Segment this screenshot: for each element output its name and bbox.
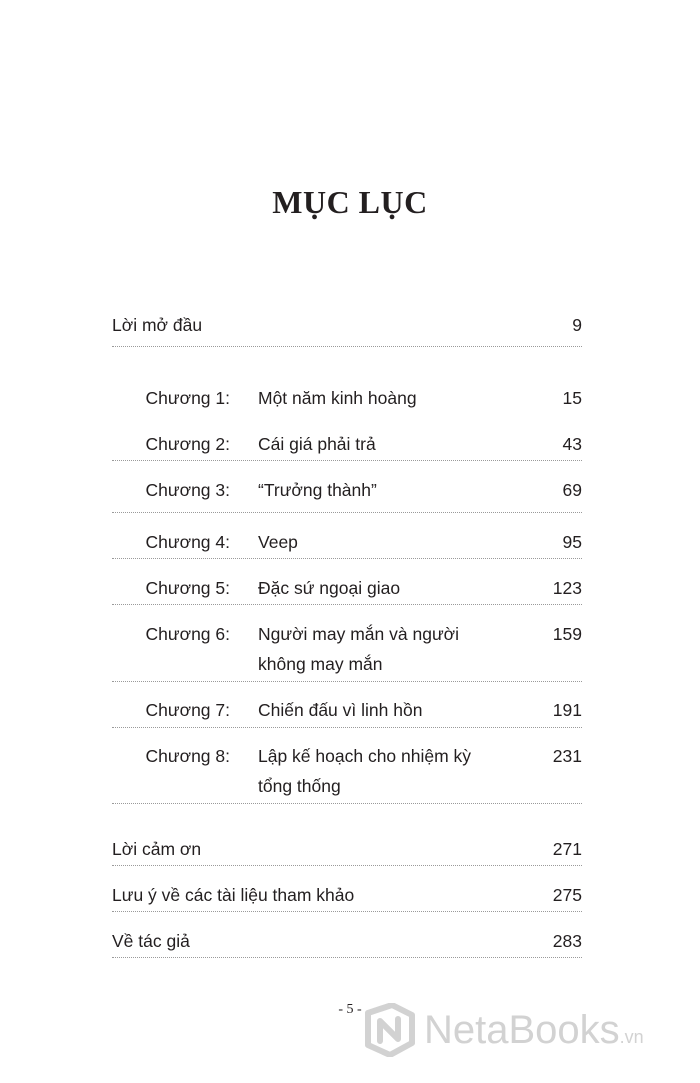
chapter-page: 15 xyxy=(562,388,582,408)
toc-entry-page: 283 xyxy=(552,931,582,951)
chapter-title: “Trưởng thành” xyxy=(258,480,377,500)
toc-row-chapter[interactable] xyxy=(112,429,582,461)
chapter-title: Một năm kinh hoàng xyxy=(258,388,417,408)
chapter-title: Lập kế hoạch cho nhiệm kỳ tổng thống xyxy=(258,746,472,796)
toc-entry-page: 9 xyxy=(572,315,582,335)
toc-entry-page: 275 xyxy=(552,885,582,905)
toc-entry-page: 271 xyxy=(552,839,582,859)
toc-row-back-matter[interactable] xyxy=(112,834,582,866)
chapter-title: Người may mắn và người không may mắn xyxy=(258,624,460,674)
toc-row-chapter[interactable] xyxy=(112,741,582,804)
chapter-number: Chương 6: xyxy=(145,624,230,644)
toc-entry-label: Về tác giả xyxy=(112,931,190,951)
chapter-number: Chương 1: xyxy=(145,388,230,408)
toc-row-chapter[interactable] xyxy=(112,695,582,728)
toc-row-chapter[interactable] xyxy=(112,527,582,559)
chapter-title: Đặc sứ ngoại giao xyxy=(258,578,401,598)
netabooks-wordmark xyxy=(424,1008,644,1059)
toc-row-chapter[interactable] xyxy=(112,619,582,682)
brand-name: NetaBooks xyxy=(424,1008,620,1052)
brand-domain: .vn xyxy=(619,1027,644,1047)
chapter-number: Chương 5: xyxy=(145,578,230,598)
chapter-page: 159 xyxy=(552,624,582,644)
toc-title: MỤC LỤC xyxy=(272,184,428,220)
toc-entry-label: Lời cảm ơn xyxy=(112,839,202,859)
chapter-number: Chương 8: xyxy=(145,746,230,766)
netabooks-logo-icon xyxy=(362,1003,418,1057)
toc-row-chapter[interactable] xyxy=(112,475,582,513)
chapter-number: Chương 3: xyxy=(145,480,230,500)
chapter-title: Veep xyxy=(258,532,298,552)
chapter-title: Cái giá phải trả xyxy=(258,434,376,454)
chapter-page: 43 xyxy=(562,434,582,454)
toc-entry-label: Lời mở đầu xyxy=(112,315,203,335)
chapter-number: Chương 2: xyxy=(145,434,230,454)
chapter-page: 69 xyxy=(562,480,582,500)
toc-row-front-matter[interactable] xyxy=(112,310,582,347)
chapter-page: 95 xyxy=(562,532,582,552)
chapter-page: 123 xyxy=(552,578,582,598)
netabooks-watermark xyxy=(362,1003,697,1058)
chapter-title: Chiến đấu vì linh hồn xyxy=(258,700,423,720)
page-number: - 5 - xyxy=(338,1002,362,1017)
chapter-number: Chương 7: xyxy=(145,700,230,720)
toc-row-chapter[interactable] xyxy=(112,383,582,413)
chapter-number: Chương 4: xyxy=(145,532,230,552)
chapter-page: 231 xyxy=(552,746,582,766)
toc-row-back-matter[interactable] xyxy=(112,880,582,912)
chapter-page: 191 xyxy=(552,700,582,720)
toc-row-back-matter[interactable] xyxy=(112,926,582,958)
toc-row-chapter[interactable] xyxy=(112,573,582,605)
toc-entry-label: Lưu ý về các tài liệu tham khảo xyxy=(112,885,355,905)
